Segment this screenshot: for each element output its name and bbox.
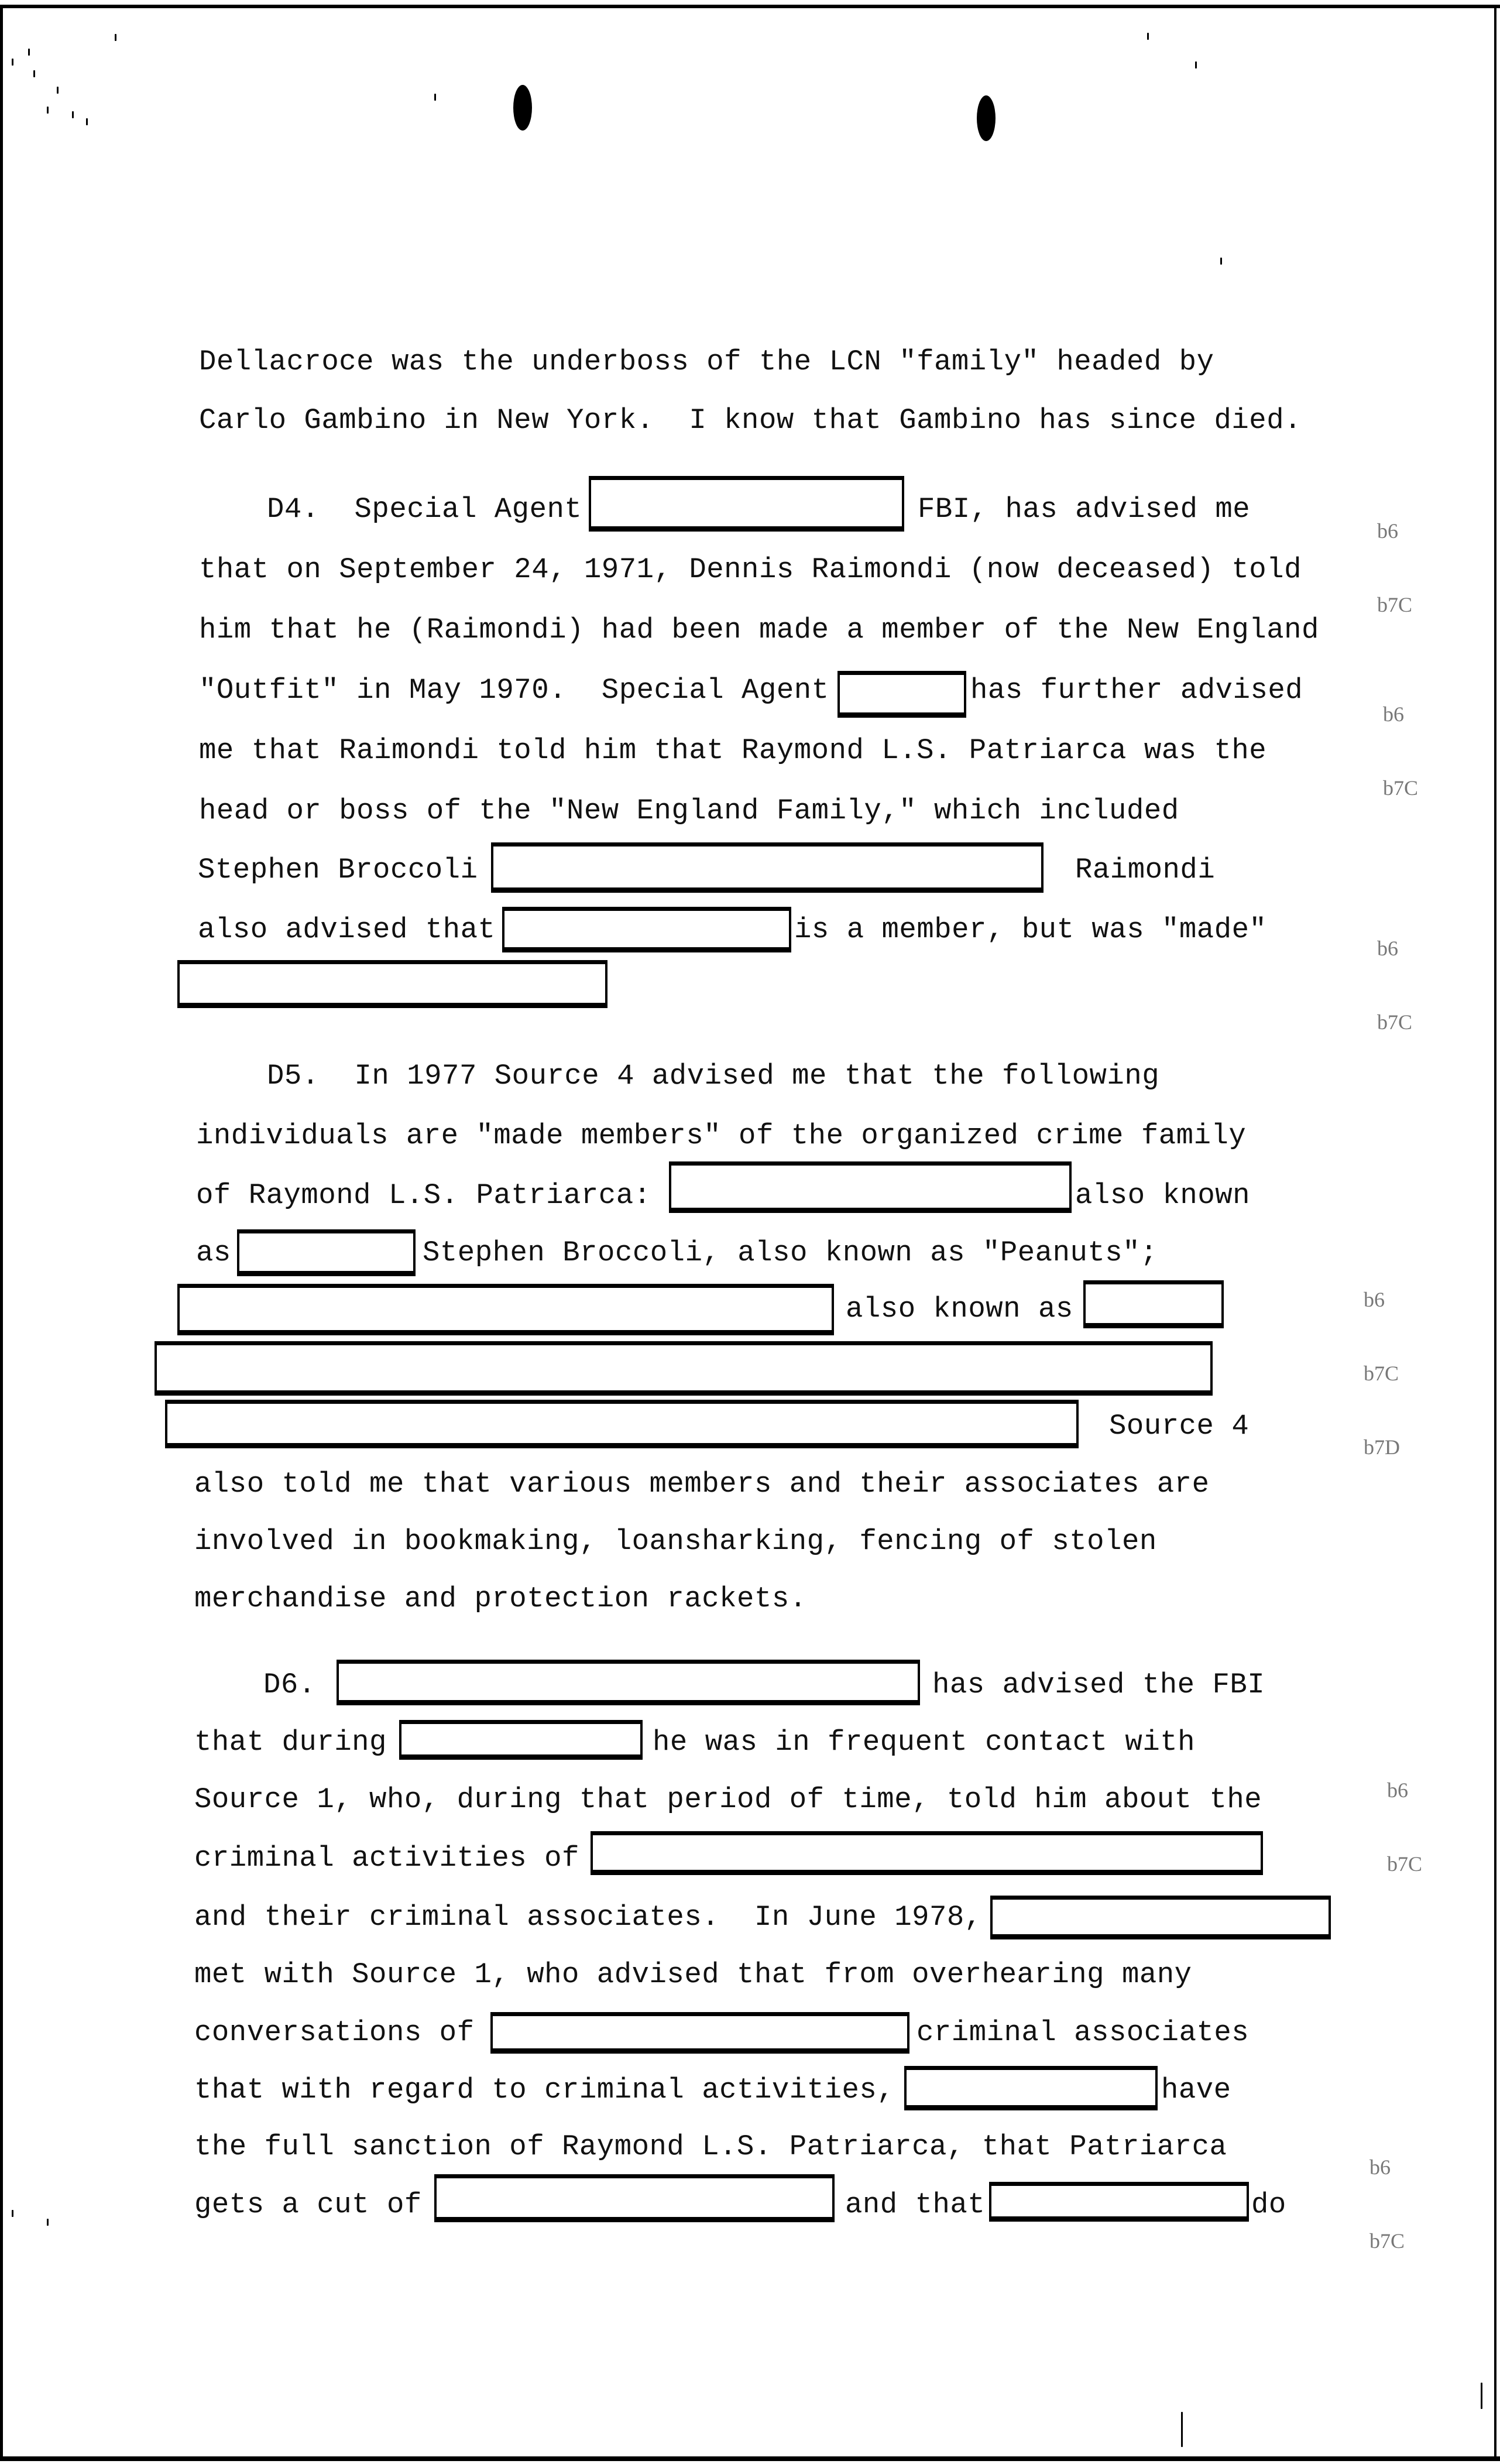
text-line: has further advised [970, 674, 1303, 707]
text-line: and their criminal associates. In June 1978, [194, 1901, 982, 1934]
scan-speck [1195, 61, 1197, 68]
text-line: Stephen Broccoli [198, 854, 478, 886]
text-line: individuals are "made members" of the organized crime family [196, 1119, 1247, 1152]
text-line: criminal associates [917, 2016, 1250, 2049]
redaction-box [591, 1831, 1263, 1875]
exemption-code-group [1383, 653, 1418, 849]
paragraph-d5-start: D5. In 1977 Source 4 advised me that the following [267, 1060, 1160, 1092]
text-line: merchandise and protection rackets. [194, 1582, 807, 1615]
text-line: the full sanction of Raymond L.S. Patriarca, that Patriarca [194, 2130, 1227, 2163]
redaction-box [491, 842, 1044, 893]
exemption-code: b7C [1383, 776, 1419, 800]
scan-speck [1220, 258, 1222, 265]
redaction-box [337, 1660, 920, 1705]
exemption-code: b7C [1369, 2229, 1405, 2253]
scan-speck [28, 49, 30, 56]
scan-speck [434, 94, 436, 101]
text-line: involved in bookmaking, loansharking, fencing of stolen [194, 1525, 1157, 1558]
exemption-code: b6 [1364, 1288, 1385, 1311]
redaction-box [177, 1284, 834, 1335]
paragraph-d4-start: D4. Special Agent [267, 493, 582, 526]
redaction-box [177, 960, 607, 1008]
redaction-box [502, 907, 791, 952]
scan-speck [12, 2210, 13, 2217]
text-line: as [196, 1236, 231, 1269]
redaction-box [904, 2066, 1158, 2110]
text-line: he was in frequent contact with [653, 1726, 1196, 1759]
text-line: me that Raimondi told him that Raymond L.S. Patriarca was the [199, 734, 1267, 767]
text-line: also advised that [198, 913, 496, 946]
text-line: that on September 24, 1971, Dennis Raimondi (now deceased) told [199, 553, 1302, 586]
exemption-code: b7D [1364, 1435, 1400, 1459]
text-line: of Raymond L.S. Patriarca: [196, 1179, 651, 1212]
text-line: has advised the FBI [932, 1668, 1265, 1701]
text-line: also known [1075, 1179, 1251, 1212]
redaction-box [837, 671, 966, 718]
redaction-box [1083, 1280, 1224, 1328]
paragraph-d6-start: D6. [263, 1668, 316, 1701]
exemption-code-group [1364, 1238, 1400, 1509]
exemption-code-group [1377, 887, 1412, 1084]
scan-border-right [1494, 5, 1496, 2458]
text-line: Source 4 [1109, 1410, 1250, 1442]
exemption-code: b6 [1369, 2155, 1391, 2179]
scan-speck [86, 118, 88, 125]
exemption-code: b7C [1377, 1010, 1413, 1034]
scan-speck [47, 2219, 49, 2226]
scan-speck [57, 87, 59, 94]
text-line: gets a cut of [194, 2188, 422, 2221]
scan-speck [1481, 2383, 1482, 2409]
redaction-box [490, 2012, 909, 2054]
exemption-code-group [1369, 2106, 1405, 2302]
scan-speck [1147, 33, 1149, 40]
text-line: conversations of [194, 2016, 475, 2049]
text-line: is a member, but was "made" [794, 913, 1267, 946]
exemption-code-group [1387, 1729, 1422, 1925]
redaction-box [237, 1229, 416, 1276]
redaction-box [434, 2174, 835, 2222]
text-line: Carlo Gambino in New York. I know that Gambino has since died. [199, 404, 1302, 437]
text-line: that with regard to criminal activities, [194, 2074, 895, 2106]
punch-hole-left [513, 85, 532, 131]
scan-speck [12, 59, 13, 66]
redaction-box [155, 1341, 1213, 1396]
text-line: that during [194, 1726, 387, 1759]
scan-border-bottom [0, 2456, 1500, 2461]
text-line: Stephen Broccoli, also known as "Peanuts"; [423, 1236, 1158, 1269]
text-line: Dellacroce was the underboss of the LCN "family" headed by [199, 345, 1214, 378]
text-line: also told me that various members and their associates are [194, 1468, 1210, 1500]
scan-speck [1181, 2412, 1183, 2447]
exemption-code: b6 [1377, 937, 1398, 960]
redaction-box [669, 1161, 1072, 1213]
text-line: Raimondi [1075, 854, 1216, 886]
text-line: criminal activities of [194, 1842, 579, 1874]
scan-border-left [0, 5, 3, 2458]
exemption-code: b7C [1364, 1362, 1399, 1385]
text-line: do [1251, 2188, 1286, 2221]
text-line: him that he (Raimondi) had been made a member of the New England [199, 614, 1319, 646]
text-line: have [1161, 2074, 1231, 2106]
redaction-box [990, 1896, 1331, 1939]
exemption-code-group [1377, 470, 1412, 666]
exemption-code: b6 [1383, 702, 1404, 726]
punch-hole-right [977, 95, 996, 141]
scan-speck [72, 111, 74, 118]
exemption-code: b7C [1377, 593, 1413, 616]
scan-speck [33, 70, 35, 77]
text-line: head or boss of the "New England Family," which included [199, 794, 1179, 827]
scan-speck [47, 107, 49, 114]
text-line: and that [845, 2188, 986, 2221]
exemption-code: b6 [1377, 519, 1398, 543]
text-line: Source 1, who, during that period of time, told him about the [194, 1783, 1262, 1816]
scan-border-top [0, 5, 1500, 8]
exemption-code: b6 [1387, 1778, 1408, 1802]
text-line: "Outfit" in May 1970. Special Agent [199, 674, 829, 707]
redaction-box [399, 1720, 643, 1760]
text-line: FBI, has advised me [918, 493, 1251, 526]
redaction-box [589, 476, 904, 532]
scan-speck [115, 34, 116, 41]
redaction-box [989, 2182, 1249, 2222]
redaction-box [165, 1400, 1079, 1448]
text-line: also known as [846, 1293, 1073, 1325]
text-line: met with Source 1, who advised that from overhearing many [194, 1958, 1192, 1991]
exemption-code: b7C [1387, 1852, 1423, 1876]
